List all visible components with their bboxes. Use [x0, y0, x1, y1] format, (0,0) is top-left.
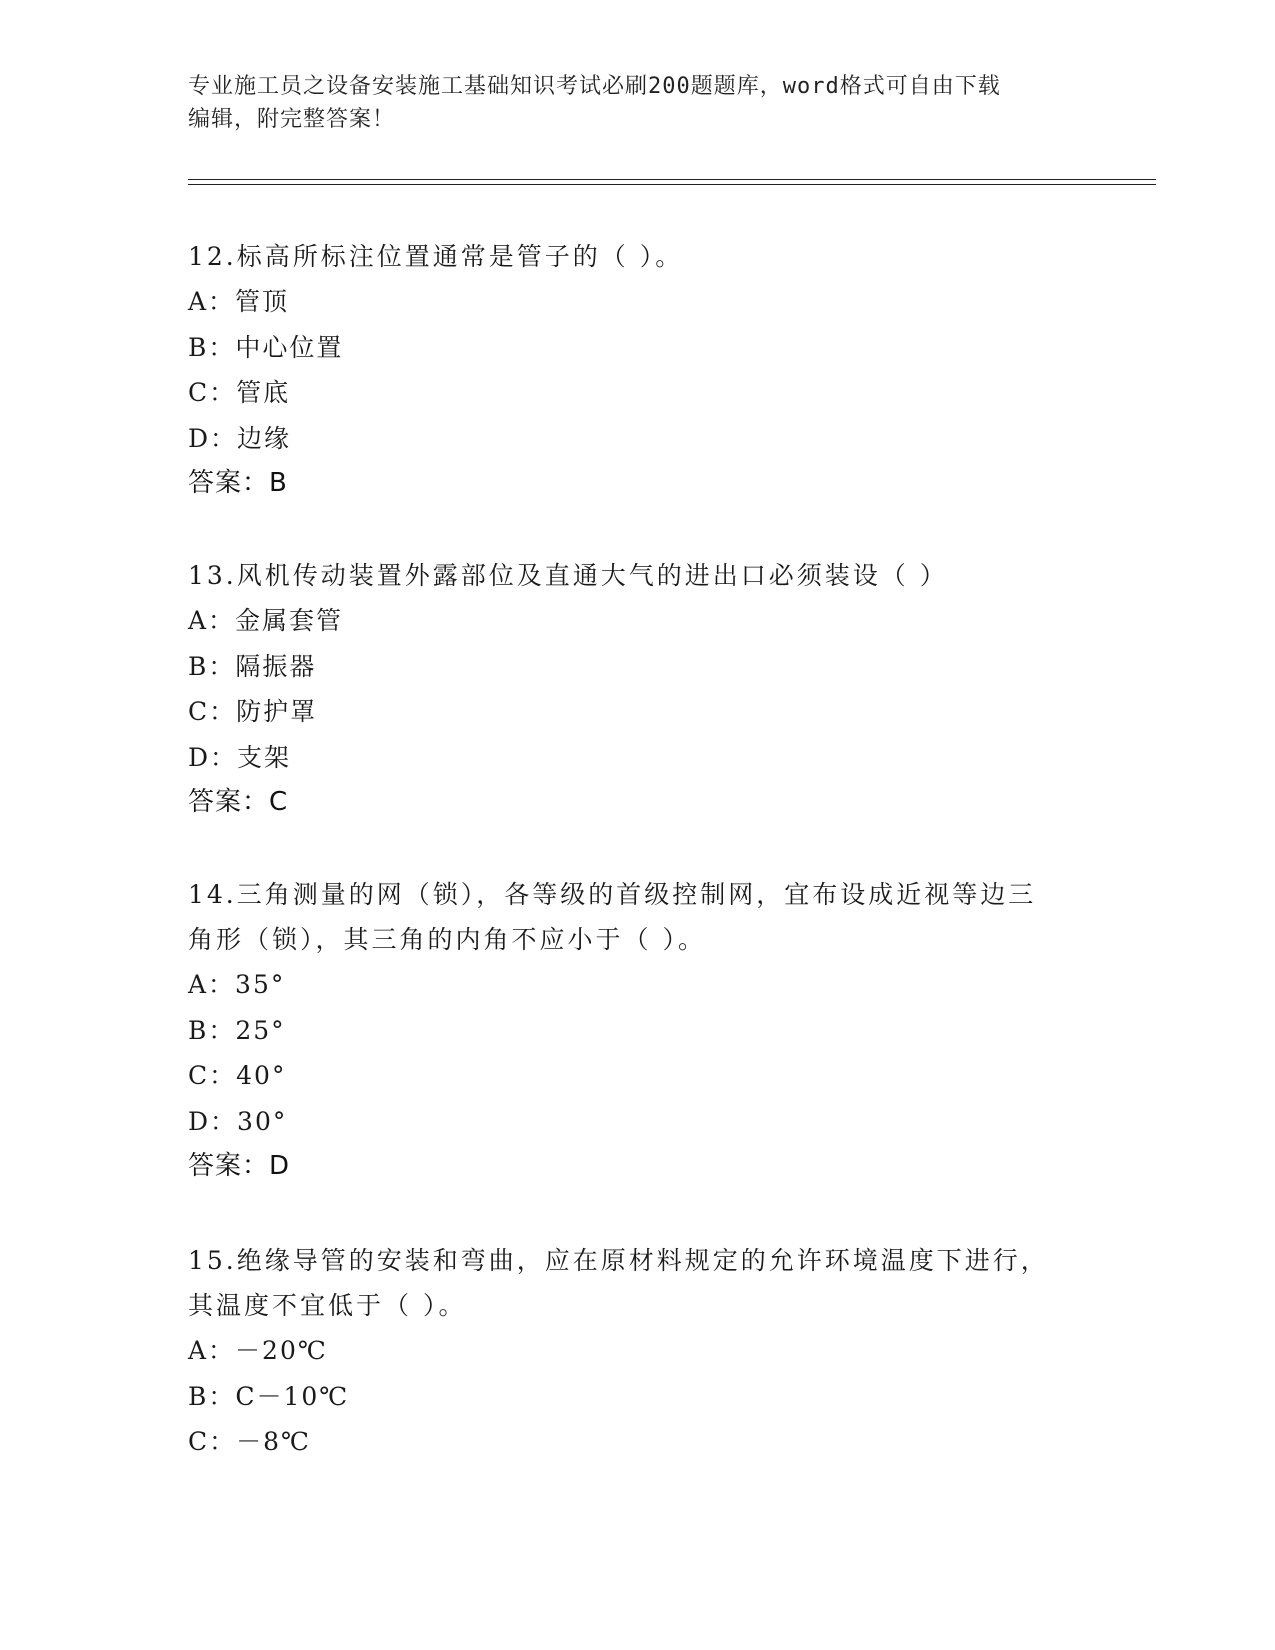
answer-label: 答案：D	[188, 1151, 291, 1181]
option-a: A：－20℃	[188, 1336, 328, 1365]
question-stem-line-1: 15.绝缘导管的安装和弯曲，应在原材料规定的允许环境温度下进行，	[188, 1246, 1049, 1275]
question-stem: 13.风机传动装置外露部位及直通大气的进出口必须装设（ ）	[188, 561, 948, 590]
header-divider-top	[188, 179, 1156, 180]
question-stem-line-2: 其温度不宜低于（ ）。	[188, 1291, 467, 1320]
question-stem-line-1: 14.三角测量的网（锁），各等级的首级控制网，宜布设成近视等边三	[188, 880, 1037, 909]
option-b: B：中心位置	[188, 332, 344, 362]
option-d: D：边缘	[188, 423, 292, 453]
option-a: A：35°	[188, 970, 286, 999]
header-title-line-1: 专业施工员之设备安装施工基础知识考试必刷200题题库，word格式可自由下载	[188, 74, 1001, 99]
answer-label: 答案：C	[188, 787, 289, 817]
option-a: A：金属套管	[188, 606, 344, 635]
option-d: D：30°	[188, 1106, 288, 1136]
option-a: A：管顶	[188, 287, 290, 316]
option-c: C：防护罩	[188, 697, 318, 726]
option-b: B：25°	[188, 1015, 286, 1045]
header-title-line-2: 编辑，附完整答案！	[188, 107, 396, 132]
option-c: C：40°	[188, 1061, 287, 1090]
question-13	[188, 553, 1088, 825]
answer-label: 答案：B	[188, 468, 288, 498]
option-c: C：管底	[188, 378, 291, 407]
header-divider-bottom	[188, 184, 1156, 185]
question-stem-line-2: 角形（锁），其三角的内角不应小于（ ）。	[188, 925, 706, 954]
question-15	[188, 1238, 1088, 1465]
document-header	[188, 70, 1088, 136]
option-b: B：隔振器	[188, 651, 317, 681]
question-12	[188, 234, 1088, 506]
question-stem: 12.标高所标注位置通常是管子的（ ）。	[188, 242, 684, 271]
option-d: D：支架	[188, 742, 292, 772]
question-14	[188, 872, 1088, 1189]
option-c: C：－8℃	[188, 1427, 312, 1456]
option-b: B：C－10℃	[188, 1381, 350, 1411]
